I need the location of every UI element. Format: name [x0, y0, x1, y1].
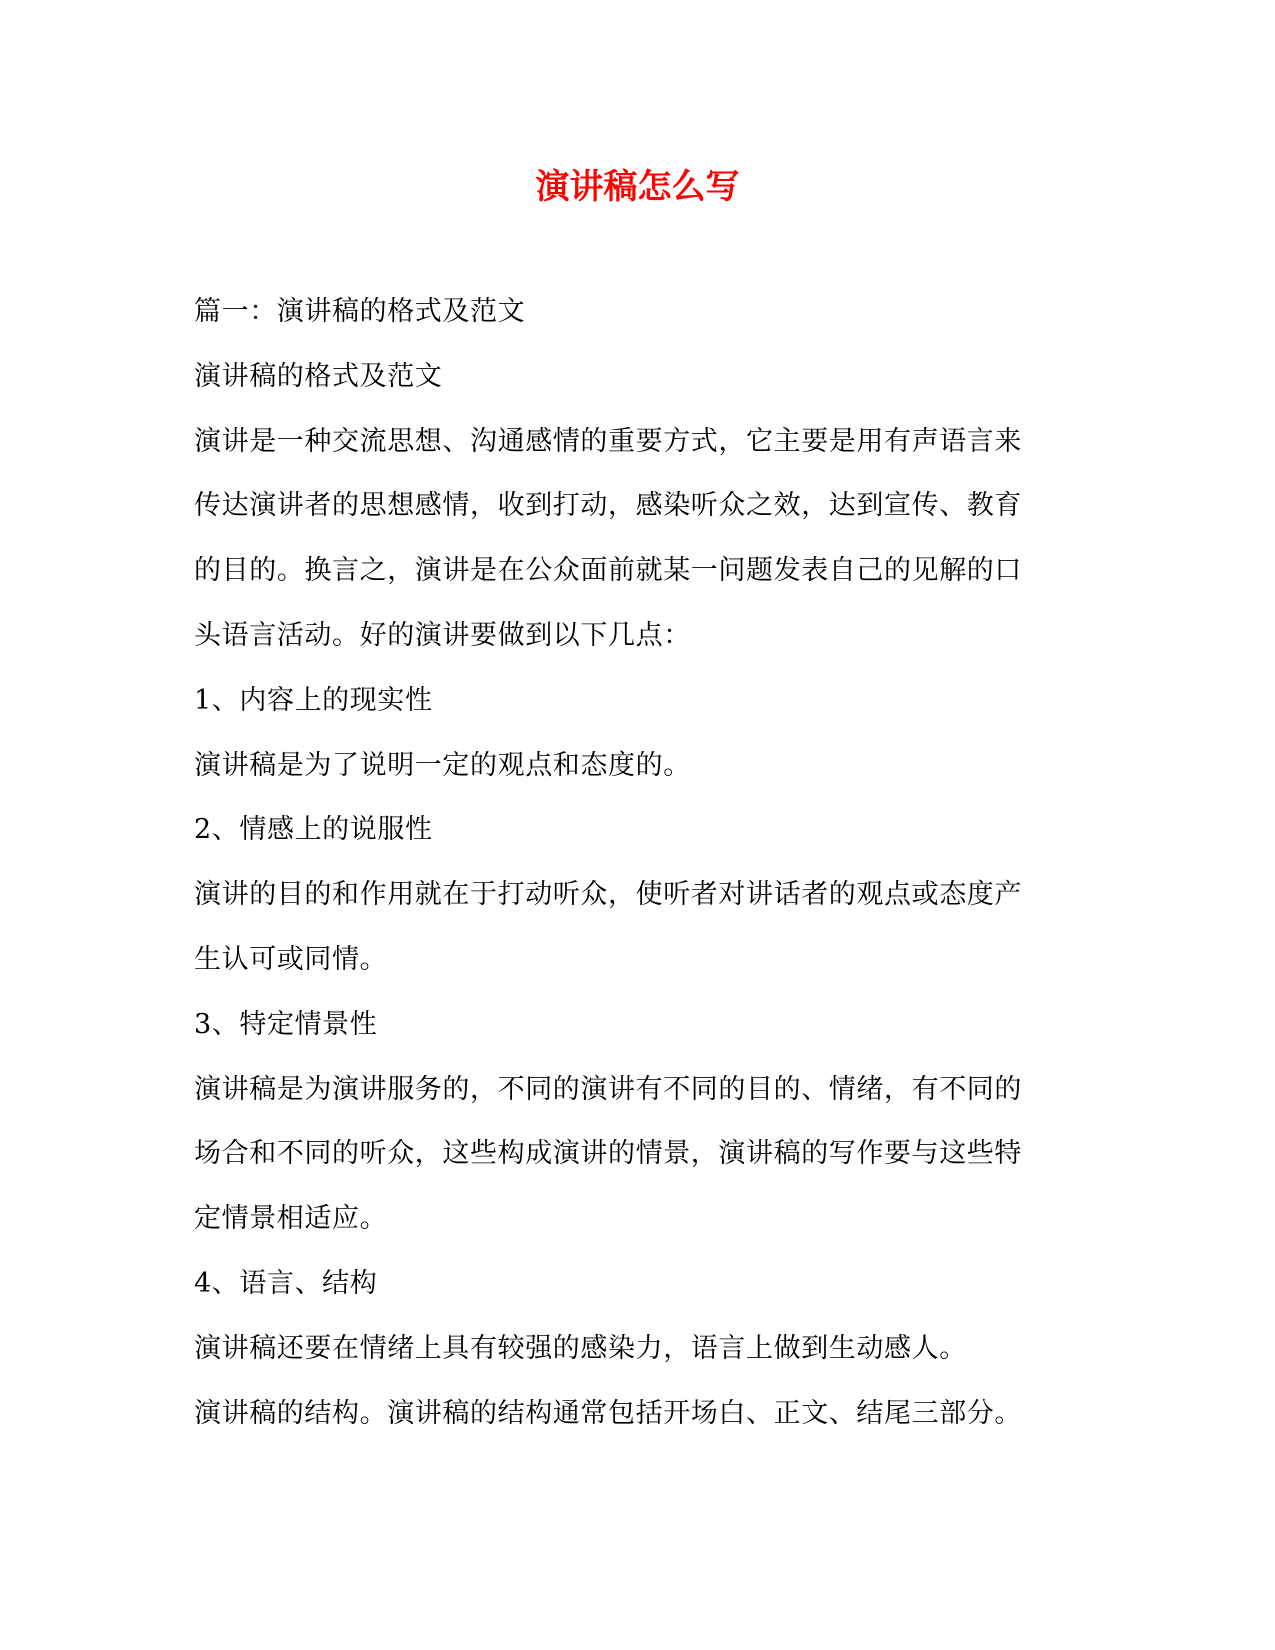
list-heading: 3、特定情景性 [194, 1008, 378, 1040]
list-heading: 1、内容上的现实性 [194, 684, 433, 716]
paragraph-line: 演讲稿是为了说明一定的观点和态度的。 [194, 749, 691, 781]
paragraph-line: 演讲稿是为演讲服务的，不同的演讲有不同的目的、情绪，有不同的 [194, 1073, 1022, 1105]
subheading: 演讲稿的格式及范文 [194, 360, 443, 392]
paragraph-line: 传达演讲者的思想感情，收到打动，感染听众之效，达到宣传、教育 [194, 490, 1022, 522]
paragraph-line: 定情景相适应。 [194, 1203, 388, 1235]
paragraph-line: 生认可或同情。 [194, 943, 388, 975]
document-title: 演讲稿怎么写 [535, 167, 740, 207]
paragraph-line: 演讲稿还要在情绪上具有较强的感染力，语言上做到生动感人。 [194, 1332, 967, 1364]
list-heading: 2、情感上的说服性 [194, 814, 433, 846]
paragraph-line: 头语言活动。好的演讲要做到以下几点： [194, 619, 691, 651]
section-heading: 篇一：演讲稿的格式及范文 [194, 296, 526, 327]
paragraph-line: 演讲的目的和作用就在于打动听众，使听者对讲话者的观点或态度产 [194, 879, 1022, 911]
list-heading: 4、语言、结构 [194, 1267, 378, 1299]
document-body [194, 280, 1074, 1446]
paragraph-line: 演讲稿的结构。演讲稿的结构通常包括开场白、正文、结尾三部分。 [194, 1397, 1022, 1429]
paragraph-line: 的目的。换言之，演讲是在公众面前就某一问题发表自己的见解的口 [194, 555, 1022, 587]
paragraph-line: 演讲是一种交流思想、沟通感情的重要方式，它主要是用有声语言来 [194, 425, 1022, 457]
paragraph-line: 场合和不同的听众，这些构成演讲的情景，演讲稿的写作要与这些特 [194, 1138, 1022, 1170]
